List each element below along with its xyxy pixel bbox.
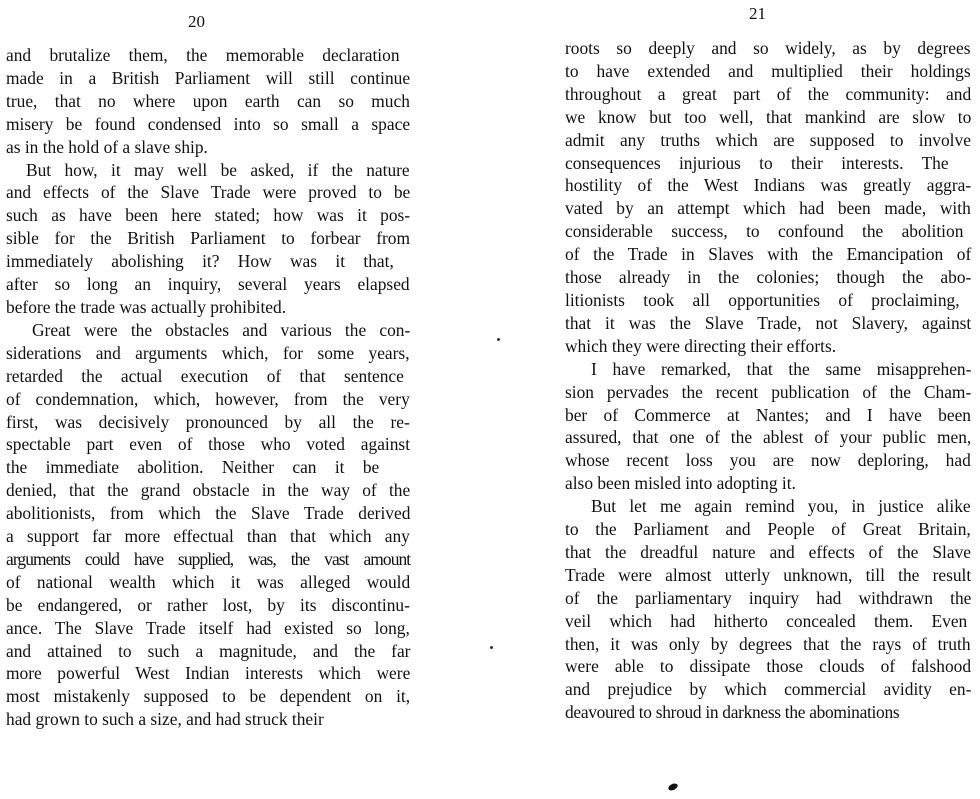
text-line: that the dreadful nature and effects of the Slave <box>565 541 971 562</box>
gutter-speck <box>490 646 493 649</box>
left-page-text <box>6 44 410 731</box>
text-line: But how, it may well be asked, if the nature <box>26 159 410 180</box>
text-line: denied, that the grand obstacle in the way of the <box>6 480 411 501</box>
text-line: consequences injurious to their interests. The <box>565 152 949 173</box>
text-line: I have remarked, that the same misapprehen- <box>591 358 972 379</box>
gutter-speck <box>497 338 500 341</box>
text-line: sion pervades the recent publication of the Cham- <box>565 381 972 402</box>
text-line: as in the hold of a slave ship. <box>6 136 208 157</box>
text-line: admit any truths which are supposed to involve <box>565 129 971 150</box>
text-line: true, that no where upon earth can so much <box>6 90 410 111</box>
text-line: veil which had hitherto concealed them. Even <box>565 610 968 631</box>
text-line: retarded the actual execution of that sentence <box>6 365 404 386</box>
text-line: before the trade was actually prohibited. <box>6 296 287 317</box>
text-line: and attained to such a magnitude, and the far <box>6 640 411 661</box>
text-line: ber of Commerce at Nantes; and I have been <box>565 404 971 425</box>
text-line: be endangered, or rather lost, by its discontinu- <box>6 594 410 615</box>
text-line: to have extended and multiplied their holdings <box>565 60 971 81</box>
text-line: we know but too well, that mankind are slow to <box>565 106 972 127</box>
text-line: such as have been here stated; how was it pos- <box>6 205 411 226</box>
text-line: spectable part even of those who voted against <box>6 434 411 455</box>
right-page-number: 21 <box>749 4 766 23</box>
text-line: Trade were almost utterly unknown, till the result <box>565 564 972 585</box>
text-line: a support far more effectual than that which any <box>6 526 410 547</box>
text-line: whose recent loss you are now deploring, had <box>565 450 971 471</box>
text-line: and effects of the Slave Trade were proved to be <box>6 182 411 203</box>
text-line: arguments could have supplied, was, the vast amount <box>6 548 411 569</box>
text-line: of the parliamentary inquiry had withdrawn the <box>565 587 972 608</box>
text-line: deavoured to shroud in darkness the abominations <box>565 702 900 723</box>
text-line: those already in the colonies; though the abo- <box>565 267 972 288</box>
text-line: after so long an inquiry, several years elapsed <box>6 274 410 295</box>
text-line: throughout a great part of the community: and <box>565 83 972 104</box>
text-line: assured, that one of the ablest of your public men, <box>565 427 972 448</box>
text-line: the immediate abolition. Neither can it be <box>6 457 380 478</box>
text-line: of condemnation, which, however, from the very <box>6 388 410 409</box>
text-line: first, was decisively pronounced by all the re- <box>6 411 410 432</box>
text-line: But let me again remind you, in justice alike <box>591 496 971 517</box>
text-line: considerable success, to confound the abolition <box>565 221 964 242</box>
text-line: roots so deeply and so widely, as by degrees <box>565 38 971 58</box>
text-line: that it was the Slave Trade, not Slavery, against <box>565 312 972 333</box>
text-line: had grown to such a size, and had struck their <box>6 709 324 730</box>
text-line: to the Parliament and People of Great Britain, <box>565 519 971 540</box>
text-line: of national wealth which it was alleged would <box>6 571 411 592</box>
left-page-number: 20 <box>188 12 205 31</box>
text-line: sible for the British Parliament to forbear from <box>6 228 411 249</box>
text-line: ance. The Slave Trade itself had existed so long, <box>6 617 410 638</box>
text-line: and brutalize them, the memorable declaration <box>6 45 400 65</box>
text-line: then, it was only by degrees that the rays of truth <box>565 633 971 654</box>
text-line: of the Trade in Slaves with the Emancipation of <box>565 244 972 265</box>
text-line: vated by an attempt which had been made, with <box>565 198 971 219</box>
ink-smudge <box>667 782 679 792</box>
text-line: abolitionists, from which the Slave Trade derived <box>6 503 411 524</box>
text-line: hostility of the West Indians was greatly aggra- <box>565 175 972 196</box>
text-line: Great were the obstacles and various the con- <box>32 319 411 340</box>
text-line: misery be found condensed into so small a space <box>6 113 411 134</box>
text-line: siderations and arguments which, for some years, <box>6 342 410 363</box>
text-line: were able to dissipate those clouds of falshood <box>565 656 972 677</box>
text-line: immediately abolishing it? How was it that, <box>6 251 394 272</box>
text-line: and prejudice by which commercial avidity en- <box>565 679 972 700</box>
text-line: also been misled into adopting it. <box>565 473 796 494</box>
text-line: more powerful West Indian interests which were <box>6 663 411 684</box>
right-page-text <box>565 37 971 724</box>
text-line: most mistakenly supposed to be dependent on it, <box>6 686 411 707</box>
text-line: litionists took all opportunities of proclaiming, <box>565 289 960 310</box>
text-line: which they were directing their efforts. <box>565 335 837 356</box>
text-line: made in a British Parliament will still continue <box>6 67 411 88</box>
